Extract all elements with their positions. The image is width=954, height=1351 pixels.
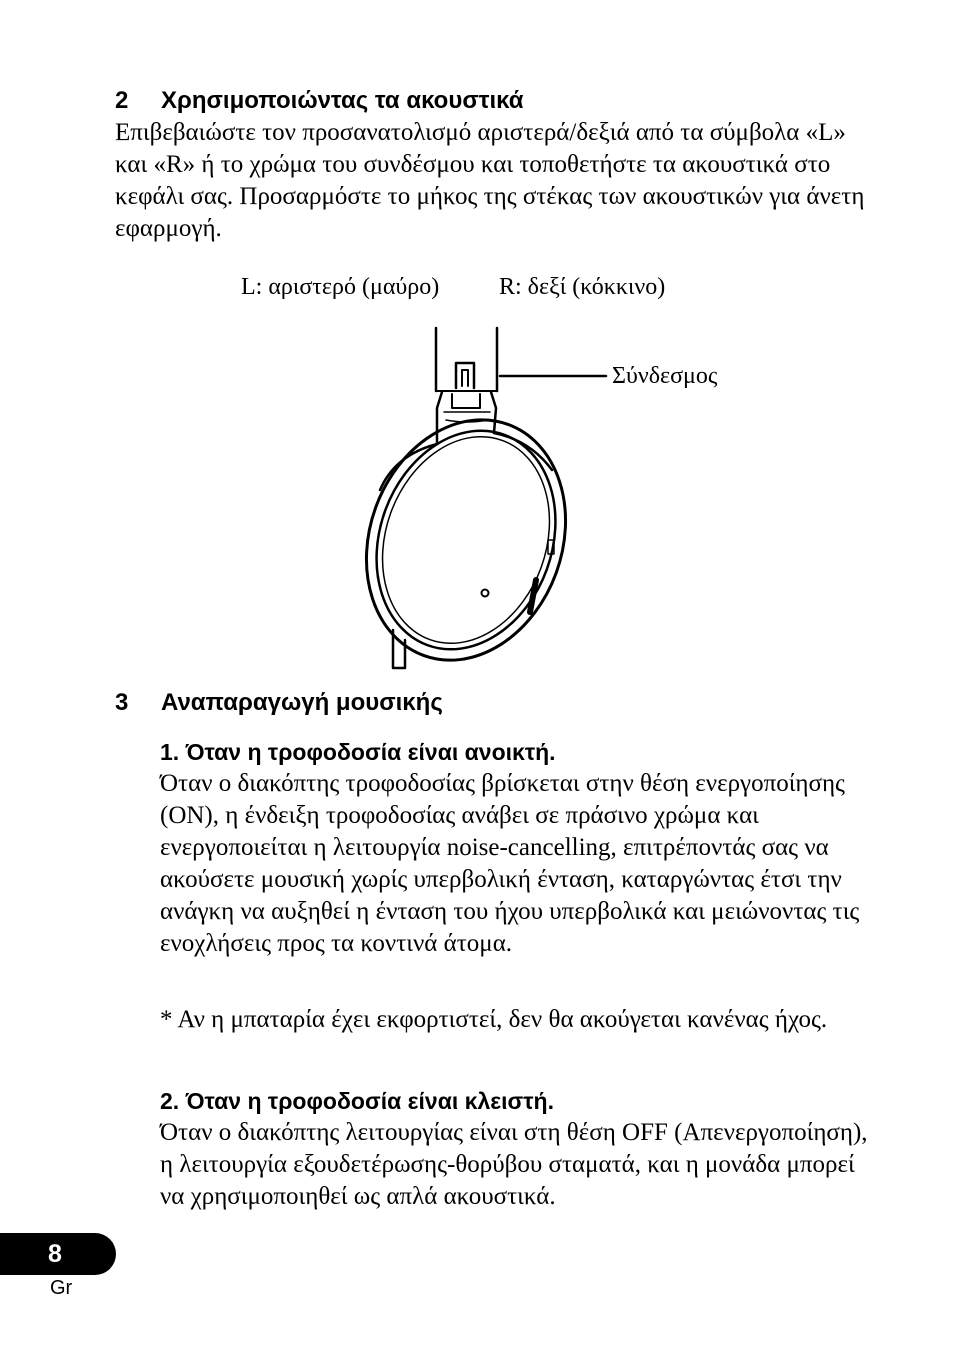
section-2-title: Χρησιμοποιώντας τα ακουστικά <box>161 87 524 114</box>
battery-note: * Αν η μπαταρία έχει εκφορτιστεί, δεν θα ακούγεται κανένας ήχος. <box>160 1006 828 1033</box>
section-3-number: 3 <box>115 689 129 716</box>
page-number-tab <box>0 1233 116 1275</box>
section-2-number: 2 <box>115 87 129 114</box>
section-2-body: Επιβεβαιώστε τον προσανατολισμό αριστερά/δεξιά από τα σύμβολα «L» και «R» ή το χρώμα του συνδέσμου και τοποθετήστε τα ακουστικά στο κεφάλι σας. Προσαρμόστε το μήκος της στέκας των ακουστικών για άνετη εφαρμογή. <box>115 119 865 242</box>
yoke <box>437 392 496 444</box>
power-off-title: 2. Όταν η τροφοδοσία είναι κλειστή. <box>160 1088 554 1114</box>
left-caption: L: αριστερό (μαύρο) <box>241 274 440 300</box>
section-3-title: Αναπαραγωγή μουσικής <box>161 689 443 716</box>
connector-icon <box>456 363 474 388</box>
power-led-icon <box>482 590 489 597</box>
section-3-heading <box>115 688 443 718</box>
right-caption: R: δεξί (κόκκινο) <box>499 274 666 300</box>
page-number: 8 <box>48 1240 62 1268</box>
connector-label: Σύνδεσμος <box>612 363 718 389</box>
power-switch <box>530 580 536 612</box>
power-off-body: Όταν ο διακόπτης λειτουργίας είναι στη θέση OFF (Απενεργοποίηση), η λειτουργία εξουδετέρωσης-θορύβου σταματά, και η μονάδα μπορεί να χρησιμοποιηθεί ως απλά ακουστικά. <box>160 1119 868 1210</box>
language-code: Gr <box>50 1277 73 1299</box>
ear-cup-outer <box>334 392 599 689</box>
power-on-body: Όταν ο διακόπτης τροφοδοσίας βρίσκεται στην θέση ενεργοποίησης (ON), η ένδειξη τροφοδοσίας ανάβει σε πράσινο χρώμα και ενεργοποιείται η λειτουργία noise-cancelling, επιτρέποντάς σας να ακούσετε μουσική χωρίς υπερβολική ένταση, καταργώντας έτσι την ανάγκη να αυξηθεί η ένταση του ήχου υπερβολικά και μειώνοντας τις ενοχλήσεις προς τα κοντινά άτομα. <box>160 770 860 957</box>
power-on-title: 1. Όταν η τροφοδοσία είναι ανοικτή. <box>160 739 556 765</box>
